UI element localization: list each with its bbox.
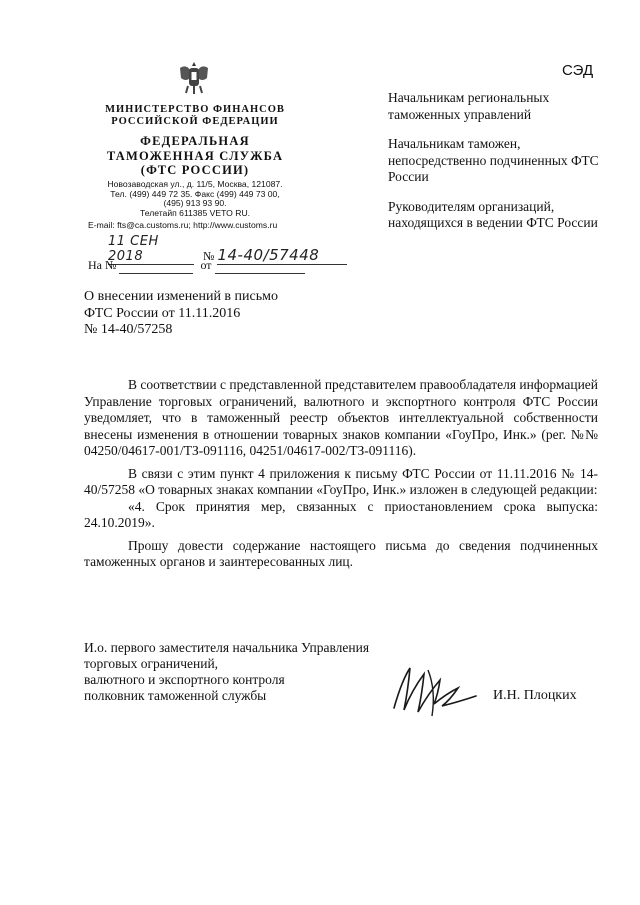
- subject-line: ФТС России от 11.11.2016: [84, 305, 241, 321]
- number-label: №: [203, 249, 215, 263]
- service-line: ФЕДЕРАЛЬНАЯ: [140, 134, 250, 148]
- signatory-name: И.Н. Плоцких: [493, 688, 577, 703]
- registration-date: 11 СЕН 2018: [108, 234, 194, 265]
- recipient: Начальникам таможен, непосредственно подчиненных ФТС России: [388, 136, 599, 184]
- address-line: Тел. (499) 449 72 35. Факс (499) 449 73 00,: [110, 188, 280, 199]
- registration-number: 14-40/57448: [217, 246, 347, 265]
- body-paragraph: Прошу довести содержание настоящего письма до сведения подчиненных таможенных органов и заинтересованных лиц.: [84, 537, 598, 569]
- email-line: E-mail: fts@ca.customs.ru; http://www.customs.ru: [88, 220, 278, 230]
- ministry-line: РОССИЙСКОЙ ФЕДЕРАЦИИ: [111, 116, 279, 127]
- coat-of-arms-emblem: [176, 58, 212, 96]
- signatory-position: [84, 640, 404, 704]
- from-label: от: [200, 258, 212, 272]
- reply-label: На №: [88, 258, 117, 272]
- reply-number-blank: [119, 258, 193, 274]
- position-line: полковник таможенной службы: [84, 688, 267, 703]
- service-name: [80, 134, 310, 178]
- address-block: [80, 180, 310, 218]
- address-line: Новозаводская ул., д. 11/5, Москва, 121087.: [107, 179, 283, 189]
- address-line: Телетайп 611385 VETO RU.: [139, 207, 251, 218]
- recipient: Начальникам региональных таможенных управлений: [388, 90, 550, 122]
- service-line: ТАМОЖЕННАЯ СЛУЖБА: [106, 148, 284, 163]
- position-line: И.о. первого заместителя начальника Управления: [84, 640, 370, 655]
- sed-mark: СЭД: [562, 62, 594, 79]
- ministry-line: МИНИСТЕРСТВО ФИНАНСОВ: [105, 104, 285, 115]
- address-line: (495) 913 93 90.: [163, 198, 227, 209]
- service-line: (ФТС РОССИИ): [140, 163, 250, 177]
- reply-line: [88, 258, 305, 274]
- handwritten-signature: [388, 660, 484, 722]
- body-paragraph: В связи с этим пункт 4 приложения к письму ФТС России от 11.11.2016 № 14-40/57258 «О товарных знаках компании «ГоуПро, Инк.» изложен в следующей редакции:: [84, 465, 598, 497]
- letter-body: [84, 377, 598, 571]
- recipient: Руководителям организаций, находящихся в ведении ФТС России: [388, 198, 598, 230]
- body-paragraph: «4. Срок принятия мер, связанных с приостановлением срока выпуска: 24.10.2019».: [84, 498, 598, 530]
- ministry-name: [80, 104, 310, 128]
- body-paragraph: В соответствии с представленной представителем правообладателя информацией Управление торговых ограничений, валютного и экспортного контроля ФТС России уведомляет, что в таможенный реестр объектов интеллектуальной собственности внесены изменения в отношении товарных знаков компании «ГоуПро, Инк.» (рег. №№ 04250/04617-001/ТЗ-091116, 04251/04617-002/ТЗ-091116).: [84, 377, 599, 458]
- subject-block: [84, 289, 278, 339]
- recipients-block: [388, 90, 608, 245]
- position-line: торговых ограничений,: [84, 656, 219, 671]
- position-line: валютного и экспортного контроля: [84, 672, 285, 687]
- subject-line: № 14-40/57258: [84, 322, 173, 337]
- subject-line: О внесении изменений в письмо: [84, 289, 278, 304]
- reply-date-blank: [215, 258, 305, 274]
